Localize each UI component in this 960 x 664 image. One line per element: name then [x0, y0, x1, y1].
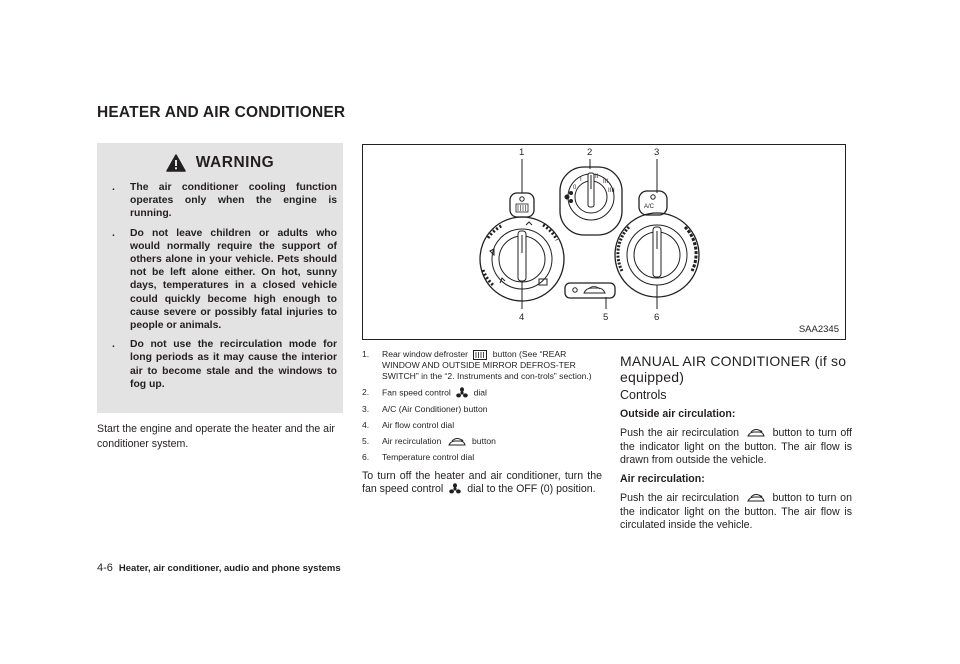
controls-heading: Controls — [620, 388, 667, 402]
control-panel-illustration — [363, 145, 845, 339]
ac-label: A/C — [644, 204, 655, 210]
section-title: HEATER AND AIR CONDITIONER — [97, 104, 346, 121]
list-item: 3. A/C (Air Conditioner) button — [362, 404, 488, 414]
warning-header — [97, 148, 343, 178]
warning-item: . Do not leave children or adults who would normally require the support of others alone in your vehicle. Pets should not be left alone either. On hot, sunny days, temperatures in a closed vehicle could quickly become high enough to cause severe or possibly fatal injuries to people or animals. — [112, 227, 337, 332]
warning-item: . The air conditioner cooling function operates only when the engine is running. — [112, 182, 337, 220]
controls-list — [362, 349, 602, 468]
warning-list — [112, 181, 337, 397]
outside-air-heading: Outside air circulation: — [620, 408, 736, 420]
recirculation-icon — [447, 437, 467, 447]
callout-6: 6 — [654, 312, 660, 323]
warning-box — [97, 143, 343, 413]
list-item: 5. Air recirculation button — [362, 436, 496, 446]
warning-triangle-icon — [166, 154, 186, 172]
outside-air-paragraph: Push the air recirculation button to turn off the indicator light on the button. The air flow is drawn from outside the vehicle. — [620, 427, 852, 466]
list-item: 6. Temperature control dial — [362, 452, 475, 462]
callout-4: 4 — [519, 312, 525, 323]
page-number: 4-6 — [97, 562, 113, 574]
fan-label-3: III — [603, 179, 609, 185]
fan-label-2: II — [595, 174, 599, 180]
fan-label-1: I — [580, 177, 582, 183]
callout-3: 3 — [654, 147, 660, 158]
fan-icon — [456, 387, 468, 399]
list-item: 1. Rear window defroster button (See “REAR WINDOW AND OUTSIDE MIRROR DEFROS-TER SWITCH” in the “2. Instruments and con-trols” section.) — [362, 349, 592, 381]
warning-item: . Do not use the recirculation mode for long periods as it may cause the interior air to become stale and the windows to fog up. — [112, 339, 337, 390]
recirculation-icon — [746, 428, 766, 438]
fan-label-4: IIII — [608, 188, 615, 194]
fan-label-0: 0 — [573, 185, 577, 191]
page-footer — [97, 562, 341, 574]
intro-paragraph: Start the engine and operate the heater and the air conditioner system. — [97, 423, 335, 450]
turn-off-paragraph: To turn off the heater and air conditioner, turn the fan speed control dial to the OFF (0) position. — [362, 470, 602, 495]
fan-icon — [449, 483, 461, 495]
callout-5: 5 — [603, 312, 609, 323]
callout-2: 2 — [587, 147, 593, 158]
list-item: 4. Air flow control dial — [362, 420, 455, 430]
manual-ac-heading: MANUAL AIR CONDITIONER (if so equipped) — [620, 353, 847, 385]
recirculation-heading: Air recirculation: — [620, 473, 705, 485]
control-panel-diagram — [362, 144, 846, 340]
defroster-icon — [473, 350, 487, 360]
figure-code: SAA2345 — [798, 324, 839, 335]
recirculation-icon — [584, 287, 605, 294]
warning-title: WARNING — [195, 154, 275, 171]
list-item: 2. Fan speed control dial — [362, 387, 487, 398]
recirculation-icon — [746, 493, 766, 503]
callout-1: 1 — [519, 147, 525, 158]
chapter-title: Heater, air conditioner, audio and phone systems — [118, 563, 341, 574]
recirculation-paragraph: Push the air recirculation button to turn on the indicator light on the button. The air flow is circulated inside the vehicle. — [620, 492, 852, 531]
